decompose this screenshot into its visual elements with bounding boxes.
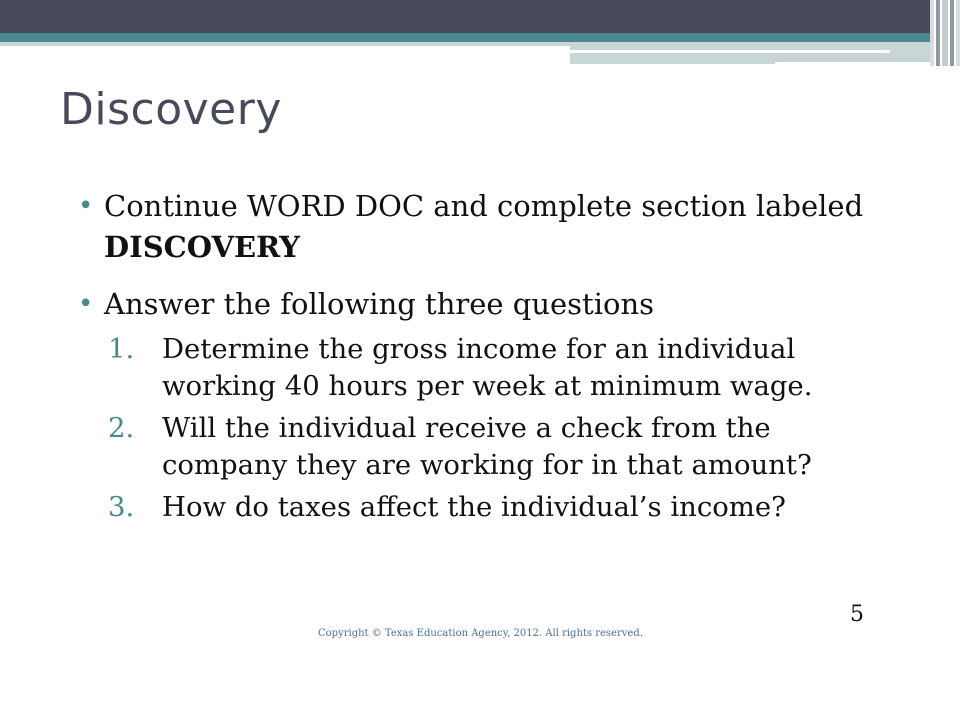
bullet-item — [78, 284, 898, 325]
header-band-highlight — [570, 50, 890, 53]
header-band-light — [0, 42, 570, 46]
question-text: Determine the gross income for an individual working 40 hours per week at minimum wage. — [162, 333, 813, 402]
bullet-text: Continue WORD DOC and complete section labeled — [104, 189, 864, 223]
bullet-text: Answer the following three questions — [104, 287, 655, 321]
question-number: 1. — [108, 333, 135, 365]
question-text: Will the individual receive a check from the company they are working for in that amount? — [162, 412, 812, 481]
header-band-highlight-lower — [775, 62, 930, 66]
slide-content — [78, 186, 898, 531]
bullet-item — [78, 186, 898, 268]
question-text: How do taxes affect the individual’s income? — [162, 491, 786, 523]
corner-stripes-decoration — [930, 0, 960, 66]
header-band-light-right — [570, 42, 930, 64]
question-item — [108, 489, 898, 526]
question-list — [78, 331, 898, 526]
header-band-teal — [0, 33, 930, 42]
question-item — [108, 410, 898, 484]
page-number: 5 — [850, 602, 864, 627]
copyright-notice: Copyright © Texas Education Agency, 2012. All rights reserved. — [318, 628, 643, 639]
slide-title: Discovery — [60, 84, 282, 135]
bullet-dot-icon: • — [78, 289, 94, 319]
question-number: 2. — [108, 412, 135, 444]
question-number: 3. — [108, 491, 135, 523]
bullet-text-bold: DISCOVERY — [104, 230, 301, 264]
question-item — [108, 331, 898, 405]
header-band-dark — [0, 0, 930, 33]
bullet-dot-icon: • — [78, 191, 94, 221]
